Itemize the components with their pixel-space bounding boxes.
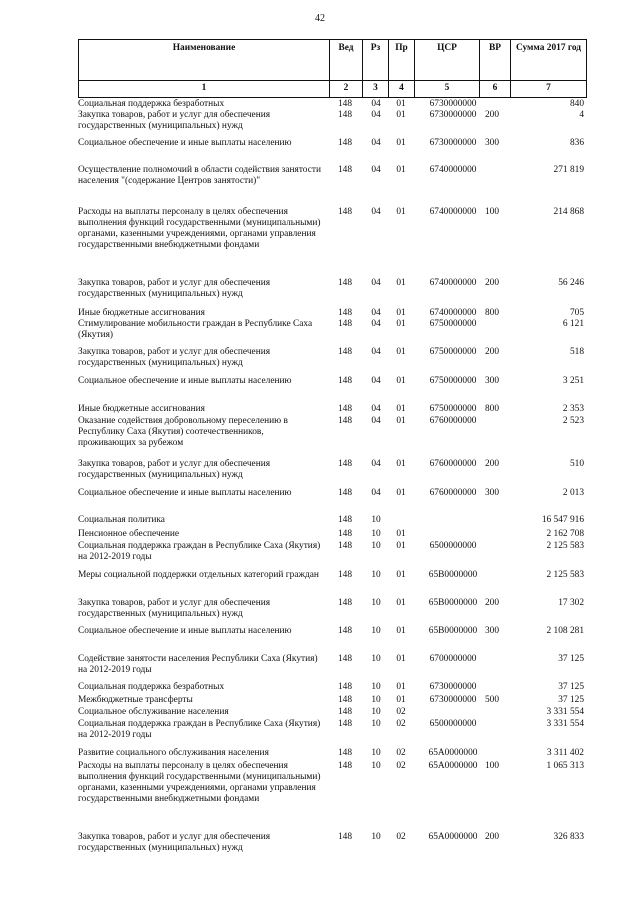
row-vr: 300	[484, 376, 500, 386]
row-sum: 3 331 554	[546, 707, 584, 717]
row-sum: 510	[569, 459, 584, 469]
row-pr: 01	[396, 99, 406, 109]
row-name: Социальное обеспечение и иные выплаты населению	[78, 488, 292, 498]
row-pr: 01	[396, 278, 406, 288]
row-ved: 148	[337, 626, 353, 636]
row-pr: 01	[396, 598, 406, 608]
row-pr: 01	[396, 138, 406, 148]
row-vr: 300	[484, 488, 500, 498]
row-csr: 65В0000000	[428, 626, 478, 636]
row-pr: 01	[396, 654, 406, 664]
row-sum: 214 868	[553, 207, 584, 217]
row-ved: 148	[337, 488, 353, 498]
row-rz: 10	[371, 707, 381, 717]
column-number: 4	[389, 81, 415, 97]
row-csr: 65В0000000	[428, 598, 478, 608]
row-pr: 01	[396, 682, 406, 692]
row-sum: 840	[569, 99, 584, 109]
row-rz: 04	[371, 138, 381, 148]
row-csr: 6730000000	[429, 99, 477, 109]
row-csr: 6750000000	[429, 404, 477, 414]
row-ved: 148	[337, 529, 353, 539]
row-sum: 6 121	[562, 319, 584, 329]
row-vr: 100	[484, 207, 500, 217]
row-name: Социальная политика	[78, 515, 165, 525]
row-ved: 148	[337, 570, 353, 580]
row-pr: 02	[396, 719, 406, 729]
row-name: Меры социальной поддержки отдельных категорий граждан	[78, 570, 319, 580]
row-rz: 04	[371, 416, 381, 426]
row-pr: 01	[396, 404, 406, 414]
row-pr: 01	[396, 695, 406, 705]
row-ved: 148	[337, 404, 353, 414]
row-pr: 02	[396, 748, 406, 758]
row-sum: 3 311 402	[546, 748, 584, 758]
row-ved: 148	[337, 654, 353, 664]
row-csr: 6760000000	[429, 416, 477, 426]
row-name: Межбюджетные трансферты	[78, 695, 193, 705]
row-ved: 148	[337, 832, 353, 842]
row-name: Закупка товаров, работ и услуг для обеспечения государственных (муниципальных) нужд	[78, 832, 271, 853]
row-csr: 6760000000	[429, 488, 477, 498]
row-sum: 16 547 916	[541, 515, 584, 525]
row-csr: 6730000000	[429, 682, 477, 692]
row-pr: 01	[396, 110, 406, 120]
row-pr: 01	[396, 207, 406, 217]
row-ved: 148	[337, 761, 353, 771]
column-number: 5	[415, 81, 480, 97]
row-rz: 10	[371, 682, 381, 692]
row-rz: 10	[371, 598, 381, 608]
row-csr: 65А0000000	[428, 748, 478, 758]
row-ved: 148	[337, 707, 353, 717]
header-ved: Вед	[330, 40, 363, 80]
row-vr: 800	[484, 308, 500, 318]
row-csr: 6750000000	[429, 347, 477, 357]
row-name: Расходы на выплаты персоналу в целях обеспечения выполнения функций государственными (муниципальными) органами, казенными учреждениями, органами управления государственными внебюджетными фондами	[78, 761, 321, 804]
column-number: 1	[78, 81, 330, 97]
row-csr: 6730000000	[429, 138, 477, 148]
row-csr: 6760000000	[429, 459, 477, 469]
row-ved: 148	[337, 695, 353, 705]
row-csr: 6740000000	[429, 207, 477, 217]
header-csr: ЦСР	[415, 40, 480, 80]
row-rz: 04	[371, 488, 381, 498]
row-csr: 6700000000	[429, 654, 477, 664]
row-sum: 2 162 708	[546, 529, 584, 539]
row-sum: 2 013	[562, 488, 584, 498]
row-sum: 518	[569, 347, 584, 357]
row-vr: 200	[484, 347, 500, 357]
row-name: Развитие социального обслуживания населения	[78, 748, 269, 758]
row-csr: 6740000000	[429, 278, 477, 288]
row-ved: 148	[337, 278, 353, 288]
row-ved: 148	[337, 110, 353, 120]
row-rz: 04	[371, 376, 381, 386]
column-number: 6	[480, 81, 511, 97]
row-ved: 148	[337, 165, 353, 175]
row-name: Социальная поддержка граждан в Республике Саха (Якутия) на 2012-2019 годы	[78, 541, 321, 562]
row-rz: 04	[371, 319, 381, 329]
row-sum: 37 125	[558, 682, 584, 692]
row-pr: 01	[396, 459, 406, 469]
row-ved: 148	[337, 515, 353, 525]
row-csr: 65В0000000	[428, 570, 478, 580]
row-pr: 02	[396, 832, 406, 842]
row-csr: 65А0000000	[428, 761, 478, 771]
row-name: Социальная поддержка безработных	[78, 682, 225, 692]
row-sum: 2 523	[562, 416, 584, 426]
row-rz: 04	[371, 347, 381, 357]
row-sum: 37 125	[558, 654, 584, 664]
column-number: 7	[511, 81, 587, 97]
row-name: Иные бюджетные ассигнования	[78, 308, 205, 318]
row-sum: 2 353	[562, 404, 584, 414]
row-pr: 02	[396, 707, 406, 717]
row-name: Расходы на выплаты персоналу в целях обеспечения выполнения функций государственными (муниципальными) органами, казенными учреждениями, органами управления государственными внебюджетными фондами	[78, 207, 321, 250]
row-ved: 148	[337, 347, 353, 357]
row-sum: 705	[569, 308, 584, 318]
row-name: Осуществление полномочий в области содействия занятости населения "(содержание Центров занятости)"	[78, 165, 322, 186]
row-pr: 01	[396, 626, 406, 636]
row-pr: 01	[396, 165, 406, 175]
row-sum: 1 065 313	[546, 761, 584, 771]
row-csr: 6730000000	[429, 110, 477, 120]
row-rz: 10	[371, 719, 381, 729]
row-pr: 01	[396, 570, 406, 580]
row-csr: 6730000000	[429, 695, 477, 705]
row-vr: 300	[484, 626, 500, 636]
row-rz: 04	[371, 165, 381, 175]
row-rz: 04	[371, 404, 381, 414]
row-sum: 2 125 583	[546, 541, 584, 551]
row-ved: 148	[337, 598, 353, 608]
row-vr: 200	[484, 832, 500, 842]
row-ved: 148	[337, 719, 353, 729]
row-name: Иные бюджетные ассигнования	[78, 404, 205, 414]
row-name: Закупка товаров, работ и услуг для обеспечения государственных (муниципальных) нужд	[78, 459, 271, 480]
page-number: 42	[315, 13, 325, 24]
budget-table	[78, 39, 587, 853]
row-csr: 6500000000	[429, 541, 477, 551]
row-csr: 6740000000	[429, 165, 477, 175]
row-vr: 200	[484, 598, 500, 608]
row-sum: 3 331 554	[546, 719, 584, 729]
row-rz: 10	[371, 761, 381, 771]
row-name: Оказание содействия добровольному переселению в Республику Саха (Якутия) соотечественников, проживающих за рубежом	[78, 416, 288, 448]
table-header	[78, 39, 587, 81]
row-rz: 10	[371, 654, 381, 664]
column-number: 2	[330, 81, 363, 97]
row-pr: 01	[396, 541, 406, 551]
row-sum: 56 246	[558, 278, 584, 288]
row-vr: 200	[484, 459, 500, 469]
row-ved: 148	[337, 207, 353, 217]
header-name: Наименование	[78, 40, 330, 80]
row-rz: 04	[371, 308, 381, 318]
row-rz: 04	[371, 207, 381, 217]
row-pr: 01	[396, 416, 406, 426]
row-pr: 02	[396, 761, 406, 771]
row-sum: 836	[569, 138, 584, 148]
row-name: Стимулирование мобильности граждан в Республике Саха (Якутия)	[78, 319, 313, 340]
row-name: Социальное обеспечение и иные выплаты населению	[78, 138, 292, 148]
row-vr: 800	[484, 404, 500, 414]
header-sum: Сумма 2017 год	[511, 40, 587, 80]
row-sum: 37 125	[558, 695, 584, 705]
row-ved: 148	[337, 748, 353, 758]
row-vr: 500	[484, 695, 500, 705]
row-pr: 01	[396, 488, 406, 498]
row-csr: 6740000000	[429, 308, 477, 318]
row-rz: 10	[371, 695, 381, 705]
column-number: 3	[363, 81, 389, 97]
row-rz: 10	[371, 541, 381, 551]
row-ved: 148	[337, 319, 353, 329]
header-rz: Рз	[363, 40, 389, 80]
row-sum: 17 302	[558, 598, 584, 608]
row-ved: 148	[337, 138, 353, 148]
header-pr: Пр	[389, 40, 415, 80]
row-name: Социальное обеспечение и иные выплаты населению	[78, 376, 292, 386]
row-sum: 3 251	[562, 376, 584, 386]
row-name: Пенсионное обеспечение	[78, 529, 180, 539]
row-sum: 271 819	[553, 165, 584, 175]
row-name: Социальное обеспечение и иные выплаты населению	[78, 626, 292, 636]
header-vr: ВР	[480, 40, 511, 80]
row-csr: 6750000000	[429, 319, 477, 329]
row-rz: 04	[371, 99, 381, 109]
row-csr: 65А0000000	[428, 832, 478, 842]
row-name: Закупка товаров, работ и услуг для обеспечения государственных (муниципальных) нужд	[78, 598, 271, 619]
row-name: Социальная поддержка граждан в Республике Саха (Якутия) на 2012-2019 годы	[78, 719, 321, 740]
row-name: Содействие занятости населения Республики Саха (Якутия) на 2012-2019 годы	[78, 654, 318, 675]
row-pr: 01	[396, 308, 406, 318]
column-numbers	[78, 81, 587, 98]
row-pr: 01	[396, 347, 406, 357]
row-ved: 148	[337, 416, 353, 426]
row-rz: 04	[371, 278, 381, 288]
row-sum: 2 108 281	[546, 626, 584, 636]
row-rz: 10	[371, 626, 381, 636]
row-name: Социальное обслуживание населения	[78, 707, 229, 717]
row-sum: 2 125 583	[546, 570, 584, 580]
row-name: Закупка товаров, работ и услуг для обеспечения государственных (муниципальных) нужд	[78, 110, 271, 131]
row-rz: 10	[371, 515, 381, 525]
row-name: Социальная поддержка безработных	[78, 99, 225, 109]
row-ved: 148	[337, 459, 353, 469]
row-vr: 100	[484, 761, 500, 771]
row-pr: 01	[396, 319, 406, 329]
row-ved: 148	[337, 99, 353, 109]
row-vr: 200	[484, 278, 500, 288]
row-rz: 04	[371, 110, 381, 120]
row-sum: 4	[579, 110, 584, 120]
row-vr: 300	[484, 138, 500, 148]
row-rz: 04	[371, 459, 381, 469]
row-ved: 148	[337, 541, 353, 551]
row-rz: 10	[371, 832, 381, 842]
row-rz: 10	[371, 529, 381, 539]
row-pr: 01	[396, 376, 406, 386]
row-rz: 10	[371, 570, 381, 580]
row-ved: 148	[337, 682, 353, 692]
row-name: Закупка товаров, работ и услуг для обеспечения государственных (муниципальных) нужд	[78, 278, 271, 299]
row-ved: 148	[337, 376, 353, 386]
row-rz: 10	[371, 748, 381, 758]
row-name: Закупка товаров, работ и услуг для обеспечения государственных (муниципальных) нужд	[78, 347, 271, 368]
row-csr: 6750000000	[429, 376, 477, 386]
row-pr: 01	[396, 529, 406, 539]
row-ved: 148	[337, 308, 353, 318]
row-csr: 6500000000	[429, 719, 477, 729]
row-sum: 326 833	[553, 832, 584, 842]
row-vr: 200	[484, 110, 500, 120]
